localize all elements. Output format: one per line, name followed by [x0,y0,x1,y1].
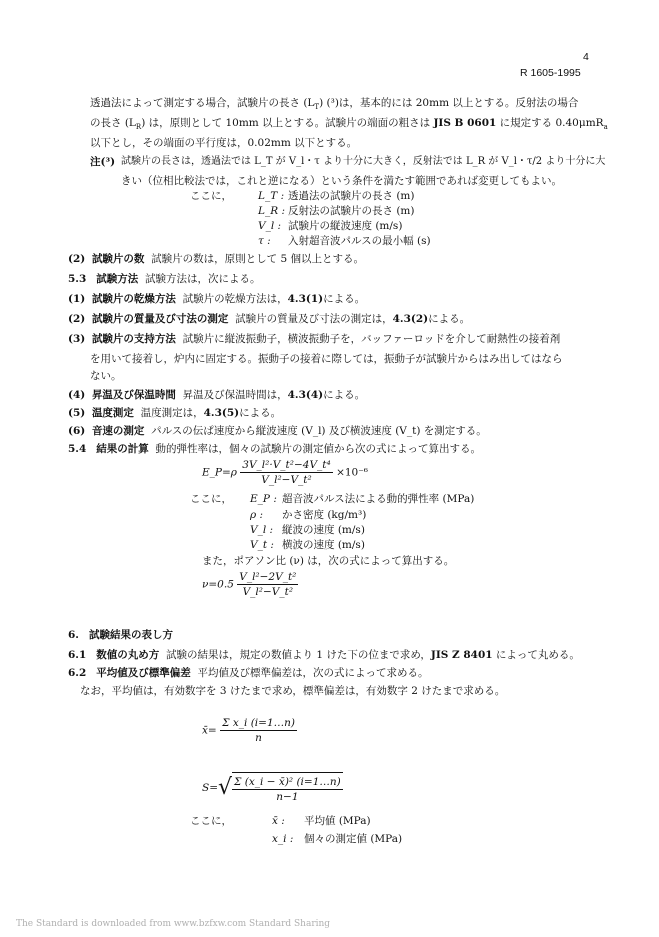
note-def-symbol: L_R : [258,205,286,217]
formula1-def-symbol: V_t : [250,539,274,551]
item-title: 昇温及び保温時間 [91,389,176,401]
item-title: 試験片の乾燥方法 [91,293,176,305]
item-number: (1) [68,293,86,305]
item-number: (6) [68,425,86,437]
intro-line-2-c: に規定する 0.40μmR [496,117,604,129]
note-line-2: きい（位相比較法では，これと逆になる）という条件を満たす範囲であれば変更してもよい。 [121,175,562,187]
item-sound-velocity [68,424,487,438]
item-tail: による。 [323,293,366,305]
note-def-symbol: V_l : [258,220,282,232]
note-def-desc: 透過法の試験片の長さ (m) [288,190,415,202]
section-tail: によって丸める。 [492,649,580,661]
formula-denominator: n [255,732,262,744]
item-title: 試験片の質量及び寸法の測定 [91,313,229,325]
formula-lhs: ν=0.5 [202,578,234,591]
section-text: 試験の結果は，規定の数値より 1 けた下の位まで求め， [165,649,431,661]
page-number: 4 [583,51,589,63]
section-title: 平均値及び標準偏差 [96,667,191,679]
section-text: 平均値及び標準偏差は，次の式によって求める。 [197,667,429,679]
radical-sign-icon: √ [218,775,233,800]
formula1-def-symbol: ρ : [250,509,264,521]
formula-lhs: x̄= [202,724,217,737]
formula-fraction [237,570,298,599]
section-text: 試験方法は，次による。 [144,273,261,285]
formula-denominator: n−1 [276,791,299,803]
section-number: 5.3 [68,273,87,285]
item-title: 音速の測定 [91,425,145,437]
jis-z-8401-reference: JIS Z 8401 [430,649,493,661]
intro-line-2 [90,116,608,130]
formula-where-label: ここに， [190,815,232,827]
intro-line-1-b: ) (³)は，基本的には 20mm 以上とする。反射法の場合 [319,97,579,109]
formula-def-symbol: x̄ : [272,815,285,827]
formula1-def-desc: かさ密度 (kg/m³) [282,509,367,521]
formula-numerator: V_l²−2V_t² [239,571,297,583]
formula-std-dev [202,772,343,804]
item-text: 昇温及び保温時間は， [182,389,288,401]
item-title: 試験片の数 [91,253,145,265]
item-support-line-3: ない。 [90,370,122,382]
formula1-def-symbol: E_P : [250,493,277,505]
formula-numerator: Σ x_i (i=1…n) [222,717,295,729]
section-6-2 [68,666,428,680]
intro-line-2-a: の長さ (L [90,117,136,129]
formula-def-desc: 平均値 (MPa) [304,815,371,827]
item-text: 試験片の質量及び寸法の測定は， [235,313,393,325]
note-def-symbol: τ : [258,235,271,247]
formula-dynamic-modulus [202,458,368,487]
section-6-1 [68,648,580,662]
item-text: 温度測定は， [140,407,204,419]
formula-mean [202,716,297,745]
formula1-def-desc: 横波の速度 (m/s) [282,539,365,551]
note-where-label: ここに， [190,190,232,202]
item-reference: 4.3(2) [392,313,429,325]
note-def-desc: 反射法の試験片の長さ (m) [288,205,415,217]
item-number: (2) [68,253,86,265]
item-tail: による。 [239,407,282,419]
section-title: 結果の計算 [96,443,149,455]
section-title: 試験結果の表し方 [88,629,173,641]
document-id: R 1605-1995 [520,67,581,79]
item-number: (5) [68,407,86,419]
note-line-1: 試験片の長さは，透過法では L_T が V_l・τ より十分に大きく，反射法では L_R が V_l・τ/2 より十分に大 [121,156,606,167]
formula1-where-label: ここに， [190,493,232,505]
formula1-def-desc: 縦波の速度 (m/s) [282,524,365,536]
intro-line-3: 以下とし，その端面の平行度は，0.02mm 以下とする。 [90,137,358,149]
section-number: 6.1 [68,649,87,661]
item-drying-method [68,292,365,306]
formula-fraction [220,716,297,745]
item-support-method [68,332,560,346]
note-label: 注(³) [90,156,116,168]
intro-line-1-sub: T [314,103,320,112]
item-mass-dimension [68,312,470,326]
note-def-desc: 入射超音波パルスの最小幅 (s) [288,235,431,247]
section-6-2-note: なお，平均値は，有効数字を 3 けたまで求め，標準偏差は，有効数字 2 けたまで求める。 [80,685,506,697]
section-5-3 [68,272,260,286]
item-reference: 4.3(1) [287,293,324,305]
item-text: 試験片の乾燥方法は， [182,293,288,305]
formula-lhs: S= [202,782,218,794]
intro-line-2-b: ) は，原則として 10mm 以上とする。試験片の端面の粗さは [141,117,434,129]
poisson-intro: また，ポアソン比 (ν) は，次の式によって算出する。 [202,555,455,567]
item-number: (2) [68,313,86,325]
item-number: (3) [68,333,86,345]
item-text: パルスの伝ぱ速度から縦波速度 (V_l) 及び横波速度 (V_t) を測定する。 [151,425,487,437]
formula-denominator: V_l²−V_t² [242,586,294,598]
formula-denominator: V_l²−V_t² [261,474,312,486]
item-tail: による。 [428,313,471,325]
note-def-symbol: L_T : [258,190,285,202]
formula-numerator: 3V_l²·V_t²−4V_t⁴ [242,459,331,471]
download-footer: The Standard is downloaded from www.bzfxw.com Standard Sharing [16,919,331,929]
intro-line-1 [90,96,578,110]
item-temperature [68,406,281,420]
jis-b-0601-reference: JIS B 0601 [433,117,497,129]
item-specimen-count [68,252,364,266]
item-support-line-2: を用いて接着し，炉内に固定する。振動子の接着に際しては，振動子が試験片からはみ出してはなら [90,353,563,365]
formula-numerator: Σ (x_i − x̄)² (i=1…n) [234,776,341,788]
formula-fraction [240,458,332,487]
formula-poisson [202,570,298,599]
section-title: 試験方法 [96,273,139,285]
note-def-desc: 試験片の縦波速度 (m/s) [288,220,403,232]
formula-lhs: E_P=ρ [202,466,237,479]
section-number: 6. [68,629,79,641]
formula1-def-symbol: V_l : [250,524,274,536]
item-title: 温度測定 [91,407,134,419]
formula1-def-desc: 超音波パルス法による動的弾性率 (MPa) [282,493,475,505]
formula-def-desc: 個々の測定値 (MPa) [304,833,403,845]
item-title: 試験片の支持方法 [91,333,176,345]
item-text: 試験片に縦波振動子，横波振動子を，バッファーロッドを介して耐熱性の接着剤 [182,333,561,345]
formula-def-symbol: x_i : [272,833,294,845]
intro-line-2-sub2: a [603,123,608,132]
section-6 [68,628,173,642]
section-number: 5.4 [68,443,87,455]
section-number: 6.2 [68,667,87,679]
item-tail: による。 [323,389,366,401]
formula-fraction [232,772,343,804]
intro-line-1-a: 透過法によって測定する場合，試験片の長さ (L [90,97,315,109]
section-text: 動的弾性率は，個々の試験片の測定値から次の式によって算出する。 [155,443,481,455]
section-title: 数値の丸め方 [96,649,160,661]
section-5-4 [68,442,481,456]
item-reference: 4.3(4) [287,389,324,401]
item-reference: 4.3(5) [203,407,240,419]
item-number: (4) [68,389,86,401]
formula-tail: ×10⁻⁶ [336,466,368,479]
intro-line-2-sub: R [135,123,142,132]
item-heating-time [68,388,365,402]
item-text: 試験片の数は，原則として 5 個以上とする。 [151,253,364,265]
